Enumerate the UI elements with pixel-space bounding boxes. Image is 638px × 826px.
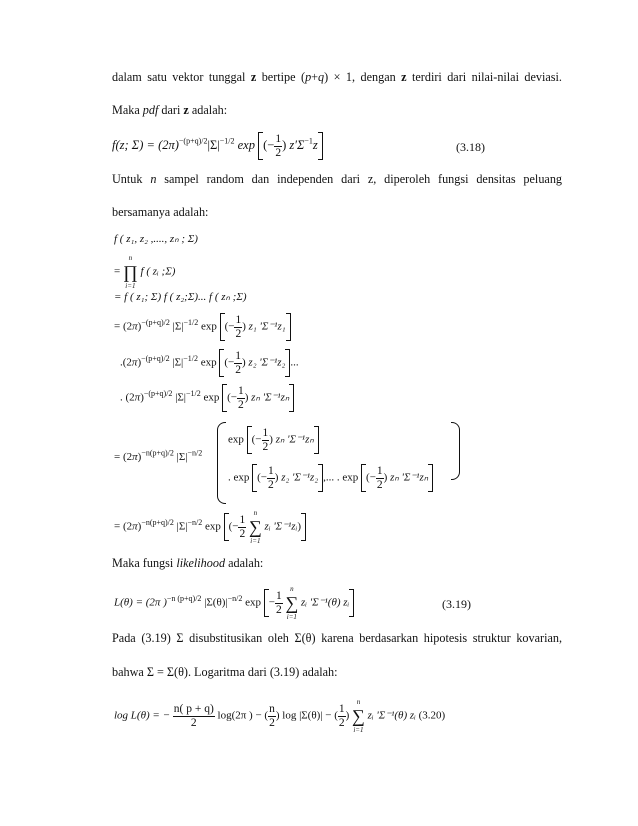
derivation-line-7-prefix: = $(2\pi)^{-n(p+q)/2}$ $|\Sigma|^{-n/2}$ xyxy=(114,448,203,463)
derivation-line-2: = n ∏ i=1 f ( zᵢ ;Σ) xyxy=(114,254,176,290)
equation-3-19: L(θ) = (2π )$^{-n (p+q)/2}$ $|\Sigma(\theta)|^{-n/2}$ exp − $\frac{1}{2}$ n ∑ i=1 zᵢ 'Σ⁻¹(θ) zᵢ xyxy=(114,584,354,622)
derivation-line-3: = f ( z₁; Σ) f ( z₂;Σ)... f ( zₙ ;Σ) xyxy=(114,291,247,303)
paragraph-2-line-1: Untuk n sampel random dan independen dari z, diperoleh fungsi densitas peluang xyxy=(112,172,563,186)
derivation-line-6: . $(2\pi)^{-(p+q)/2}$ $|\Sigma|^{-1/2}$ exp (− $\frac{1}{2}$ ) zₙ 'Σ⁻¹zₙ xyxy=(120,384,294,412)
equation-number-3-18: (3.18) xyxy=(456,140,485,154)
derivation-line-1: f ( z₁, z₂ ,...., zₙ ; Σ) xyxy=(114,233,198,245)
brace-row-2: . exp (− $\frac{1}{2}$ ) z₂ 'Σ⁻¹z₂ ,... . exp (− $\frac{1}{2}$ ) zₙ 'Σ⁻¹zₙ xyxy=(228,464,433,492)
derivation-line-4: = $(2\pi)^{-(p+q)/2}$ $|\Sigma|^{-1/2}$ exp (− $\frac{1}{2}$ ) z₁ 'Σ⁻¹z₁ xyxy=(114,313,291,341)
derivation-line-5: $.(2\pi)^{-(p+q)/2}$ $|\Sigma|^{-1/2}$ exp (− $\frac{1}{2}$ ) z₂ 'Σ⁻¹z₂ ... xyxy=(120,349,299,376)
equation-number-3-20: (3.20) xyxy=(418,709,446,722)
derivation-line-8: = $(2\pi)^{-n(p+q)/2}$ $|\Sigma|^{-n/2}$ exp (− $\frac{1}{2}$ n ∑ i=1 zᵢ 'Σ⁻¹zᵢ) xyxy=(114,508,306,546)
paragraph-4-line-1: Pada (3.19) Σ disubstitusikan oleh Σ(θ) karena berdasarkan hipotesis struktur kovarian, xyxy=(112,631,562,645)
left-brace xyxy=(217,422,226,504)
paragraph-3: Maka fungsi likelihood adalah: xyxy=(112,556,264,570)
right-brace xyxy=(451,422,460,480)
paragraph-1-line-1: dalam satu vektor tunggal z bertipe (p+q) × 1, dengan z terdiri dari nilai-nilai deviasi. xyxy=(112,70,562,84)
paragraph-2-line-2: bersamanya adalah: xyxy=(112,205,209,219)
paragraph-4-line-2: bahwa Σ = Σ(θ). Logaritma dari (3.19) adalah: xyxy=(112,665,338,679)
equation-3-18: f(z; $\Sigma) = (2\pi)^{-(p+q)/2}|\Sigma|^{-1/2}$ exp (− $\frac{1}{2}$ ) $z'\Sigma^{-1}z$ xyxy=(112,132,323,160)
brace-row-1: exp (− $\frac{1}{2}$ ) zₙ 'Σ⁻¹zₙ xyxy=(228,426,319,454)
equation-number-3-19: (3.19) xyxy=(442,597,471,611)
paragraph-1-line-2: Maka pdf dari z adalah: xyxy=(112,103,228,117)
equation-3-20: log L(θ) = − $\frac{n( p + q)}{2}$ log(2π ) − ( $\frac{n}{2}$ ) log |Σ(θ)| − ( $\frac{1}{2}$ ) n ∑ i=1 zᵢ 'Σ⁻¹(θ) zᵢ (3.20) xyxy=(114,698,446,734)
vector-z: z xyxy=(250,70,257,84)
